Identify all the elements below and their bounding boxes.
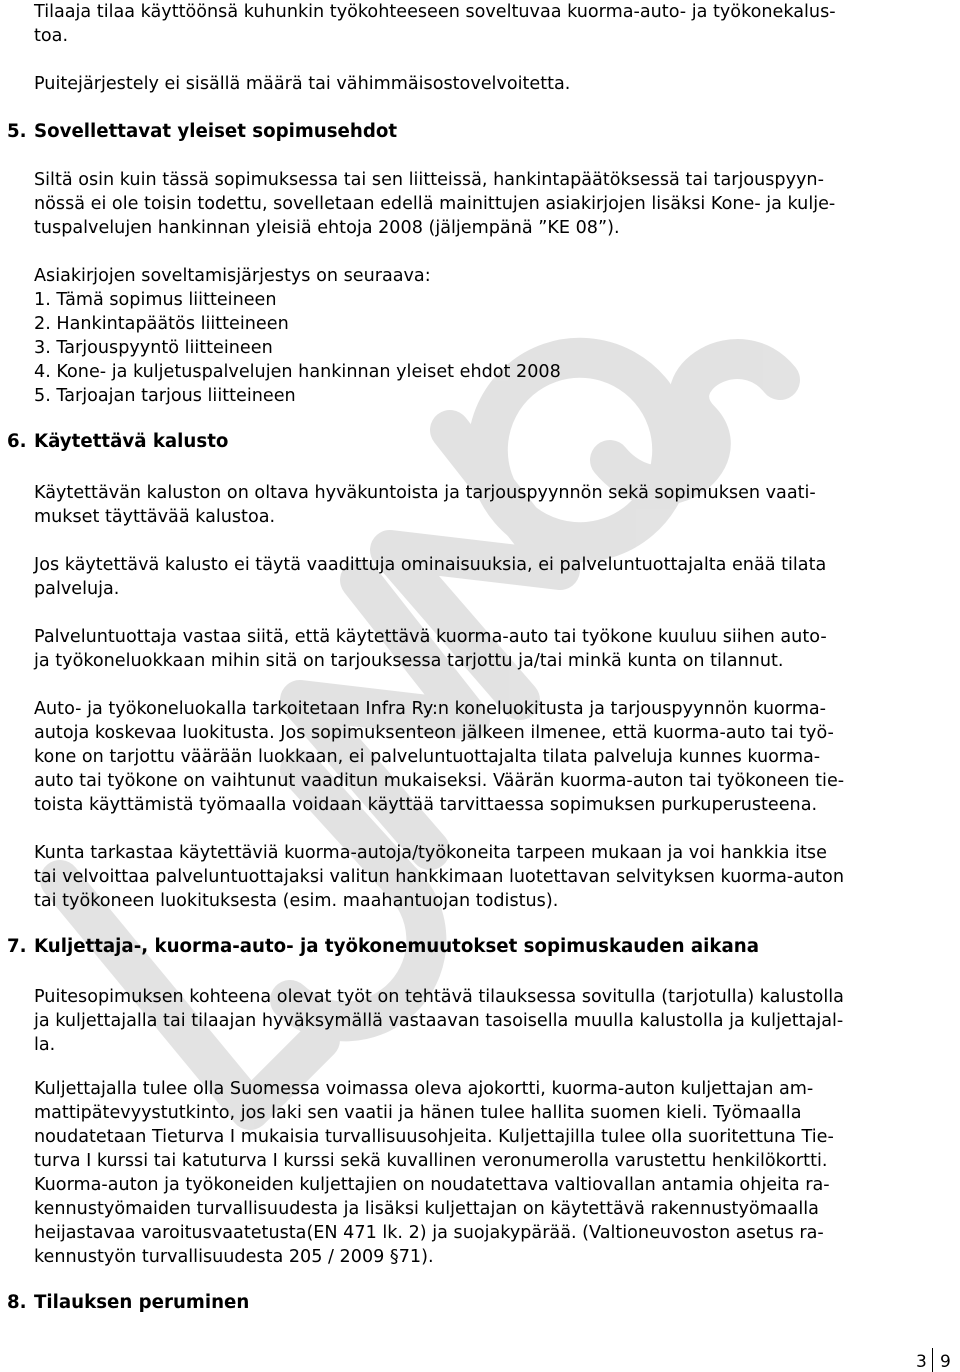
- s7-p2-line-6: kennustyömaiden turvallisuudesta ja lisäksi kuljettajan on käytettävä rakennustyömaalla: [34, 1199, 819, 1219]
- section-6-title: Käytettävä kalusto: [34, 431, 229, 452]
- intro-line-3: Puitejärjestely ei sisällä määrä tai vähimmäisostovelvoitetta.: [34, 74, 571, 94]
- s5-list-item-2: 2. Hankintapäätös liitteineen: [34, 314, 289, 334]
- s6-p4-line-4: auto tai työkone on vaihtunut vaaditun mukaiseksi. Väärän kuorma-auton tai työkoneen tie-: [34, 771, 845, 791]
- page-number-separator: [932, 1348, 933, 1372]
- s6-p3-line-1: Palveluntuottaja vastaa siitä, että käytettävä kuorma-auto tai työkone kuuluu siihen auto-: [34, 627, 827, 647]
- s5-list-item-1: 1. Tämä sopimus liitteineen: [34, 290, 277, 310]
- section-5-title: Sovellettavat yleiset sopimusehdot: [34, 121, 398, 142]
- section-8-heading: [7, 1291, 250, 1315]
- section-8-title: Tilauksen peruminen: [34, 1292, 250, 1313]
- s7-p1-line-1: Puitesopimuksen kohteena olevat työt on tehtävä tilauksessa sovitulla (tarjotulla) kalustolla: [34, 987, 844, 1007]
- s6-p5-line-3: tai työkoneen luokituksesta (esim. maahantuojan todistus).: [34, 891, 559, 911]
- s7-p2-line-2: mattipätevyystutkinto, jos laki sen vaatii ja hänen tulee hallita suomen kieli. Työmaalla: [34, 1103, 802, 1123]
- s7-p1-line-3: la.: [34, 1035, 56, 1055]
- s7-p2-line-4: turva I kurssi tai katuturva I kurssi sekä kuvallinen veronumerolla varustettu henkilökortti.: [34, 1151, 828, 1171]
- s7-p2-line-3: noudatetaan Tieturva I mukaisia turvallisuusohjeita. Kuljettajilla tulee olla suoritettuna Tie-: [34, 1127, 834, 1147]
- s6-p2-line-2: palveluja.: [34, 579, 120, 599]
- section-5-number: 5.: [7, 121, 27, 142]
- s6-p4-line-3: kone on tarjottu väärään luokkaan, ei palveluntuottajalta tilata palveluja kunnes kuorma-: [34, 747, 821, 767]
- page-number-total: 9: [940, 1352, 951, 1372]
- s6-p1-line-1: Käytettävän kaluston on oltava hyväkuntoista ja tarjouspyynnön sekä sopimuksen vaati-: [34, 483, 816, 503]
- page-number-current: 3: [916, 1352, 927, 1372]
- s6-p5-line-2: tai velvoittaa palveluntuottajaksi valitun hankkimaan luotettavan selvityksen kuorma-auton: [34, 867, 844, 887]
- section-5-heading: [7, 120, 398, 144]
- s6-p3-line-2: ja työkoneluokkaan mihin sitä on tarjouksessa tarjottu ja/tai minkä kunta on tilannut.: [34, 651, 784, 671]
- s5-p1-line-1: Siltä osin kuin tässä sopimuksessa tai sen liitteissä, hankintapäätöksessä tai tarjouspyyn-: [34, 170, 824, 190]
- s5-list-item-4: 4. Kone- ja kuljetuspalvelujen hankinnan yleiset ehdot 2008: [34, 362, 561, 382]
- s5-p1-line-3: tuspalvelujen hankinnan yleisiä ehtoja 2008 (jäljempänä ”KE 08”).: [34, 218, 620, 238]
- s7-p2-line-1: Kuljettajalla tulee olla Suomessa voimassa oleva ajokortti, kuorma-auton kuljettajan am-: [34, 1079, 814, 1099]
- s5-list-item-3: 3. Tarjouspyyntö liitteineen: [34, 338, 273, 358]
- s6-p4-line-1: Auto- ja työkoneluokalla tarkoitetaan Infra Ry:n koneluokitusta ja tarjouspyynnön kuorma-: [34, 699, 826, 719]
- section-8-number: 8.: [7, 1292, 27, 1313]
- section-7-heading: [7, 935, 759, 959]
- s5-list-item-5: 5. Tarjoajan tarjous liitteineen: [34, 386, 296, 406]
- s6-p4-line-5: toista käyttämistä työmaalla voidaan käyttää tarvittaessa sopimuksen purkuperusteena.: [34, 795, 818, 815]
- section-6-heading: [7, 430, 229, 454]
- s6-p1-line-2: mukset täyttävää kalustoa.: [34, 507, 276, 527]
- s7-p2-line-7: heijastavaa varoitusvaatetusta(EN 471 lk. 2) ja suojakypärää. (Valtioneuvoston asetus ra-: [34, 1223, 824, 1243]
- section-6-number: 6.: [7, 431, 27, 452]
- s5-list-intro: Asiakirjojen soveltamisjärjestys on seuraava:: [34, 266, 431, 286]
- section-7-number: 7.: [7, 936, 27, 957]
- section-7-title: Kuljettaja-, kuorma-auto- ja työkonemuutokset sopimuskauden aikana: [34, 936, 759, 957]
- s7-p2-line-5: Kuorma-auton ja työkoneiden kuljettajien on noudatettava valtiovallan antamia ohjeita ra-: [34, 1175, 830, 1195]
- s6-p2-line-1: Jos käytettävä kalusto ei täytä vaadittuja ominaisuuksia, ei palveluntuottajalta enää tilata: [34, 555, 827, 575]
- intro-line-1: Tilaaja tilaa käyttöönsä kuhunkin työkohteeseen soveltuvaa kuorma-auto- ja työkonekalus-: [34, 2, 836, 22]
- s7-p2-line-8: kennustyön turvallisuudesta 205 / 2009 §71).: [34, 1247, 434, 1267]
- s5-p1-line-2: nössä ei ole toisin todettu, sovelletaan edellä mainittujen asiakirjojen lisäksi Kone- ja kulje-: [34, 194, 836, 214]
- s6-p4-line-2: autoja koskevaa luokitusta. Jos sopimuksenteon jälkeen ilmenee, että kuorma-auto tai työ-: [34, 723, 834, 743]
- s6-p5-line-1: Kunta tarkastaa käytettäviä kuorma-autoja/työkoneita tarpeen mukaan ja voi hankkia itse: [34, 843, 827, 863]
- intro-line-2: toa.: [34, 26, 69, 46]
- s7-p1-line-2: ja kuljettajalla tai tilaajan hyväksymällä vastaavan tasoisella muulla kalustolla ja kuljettajal-: [34, 1011, 844, 1031]
